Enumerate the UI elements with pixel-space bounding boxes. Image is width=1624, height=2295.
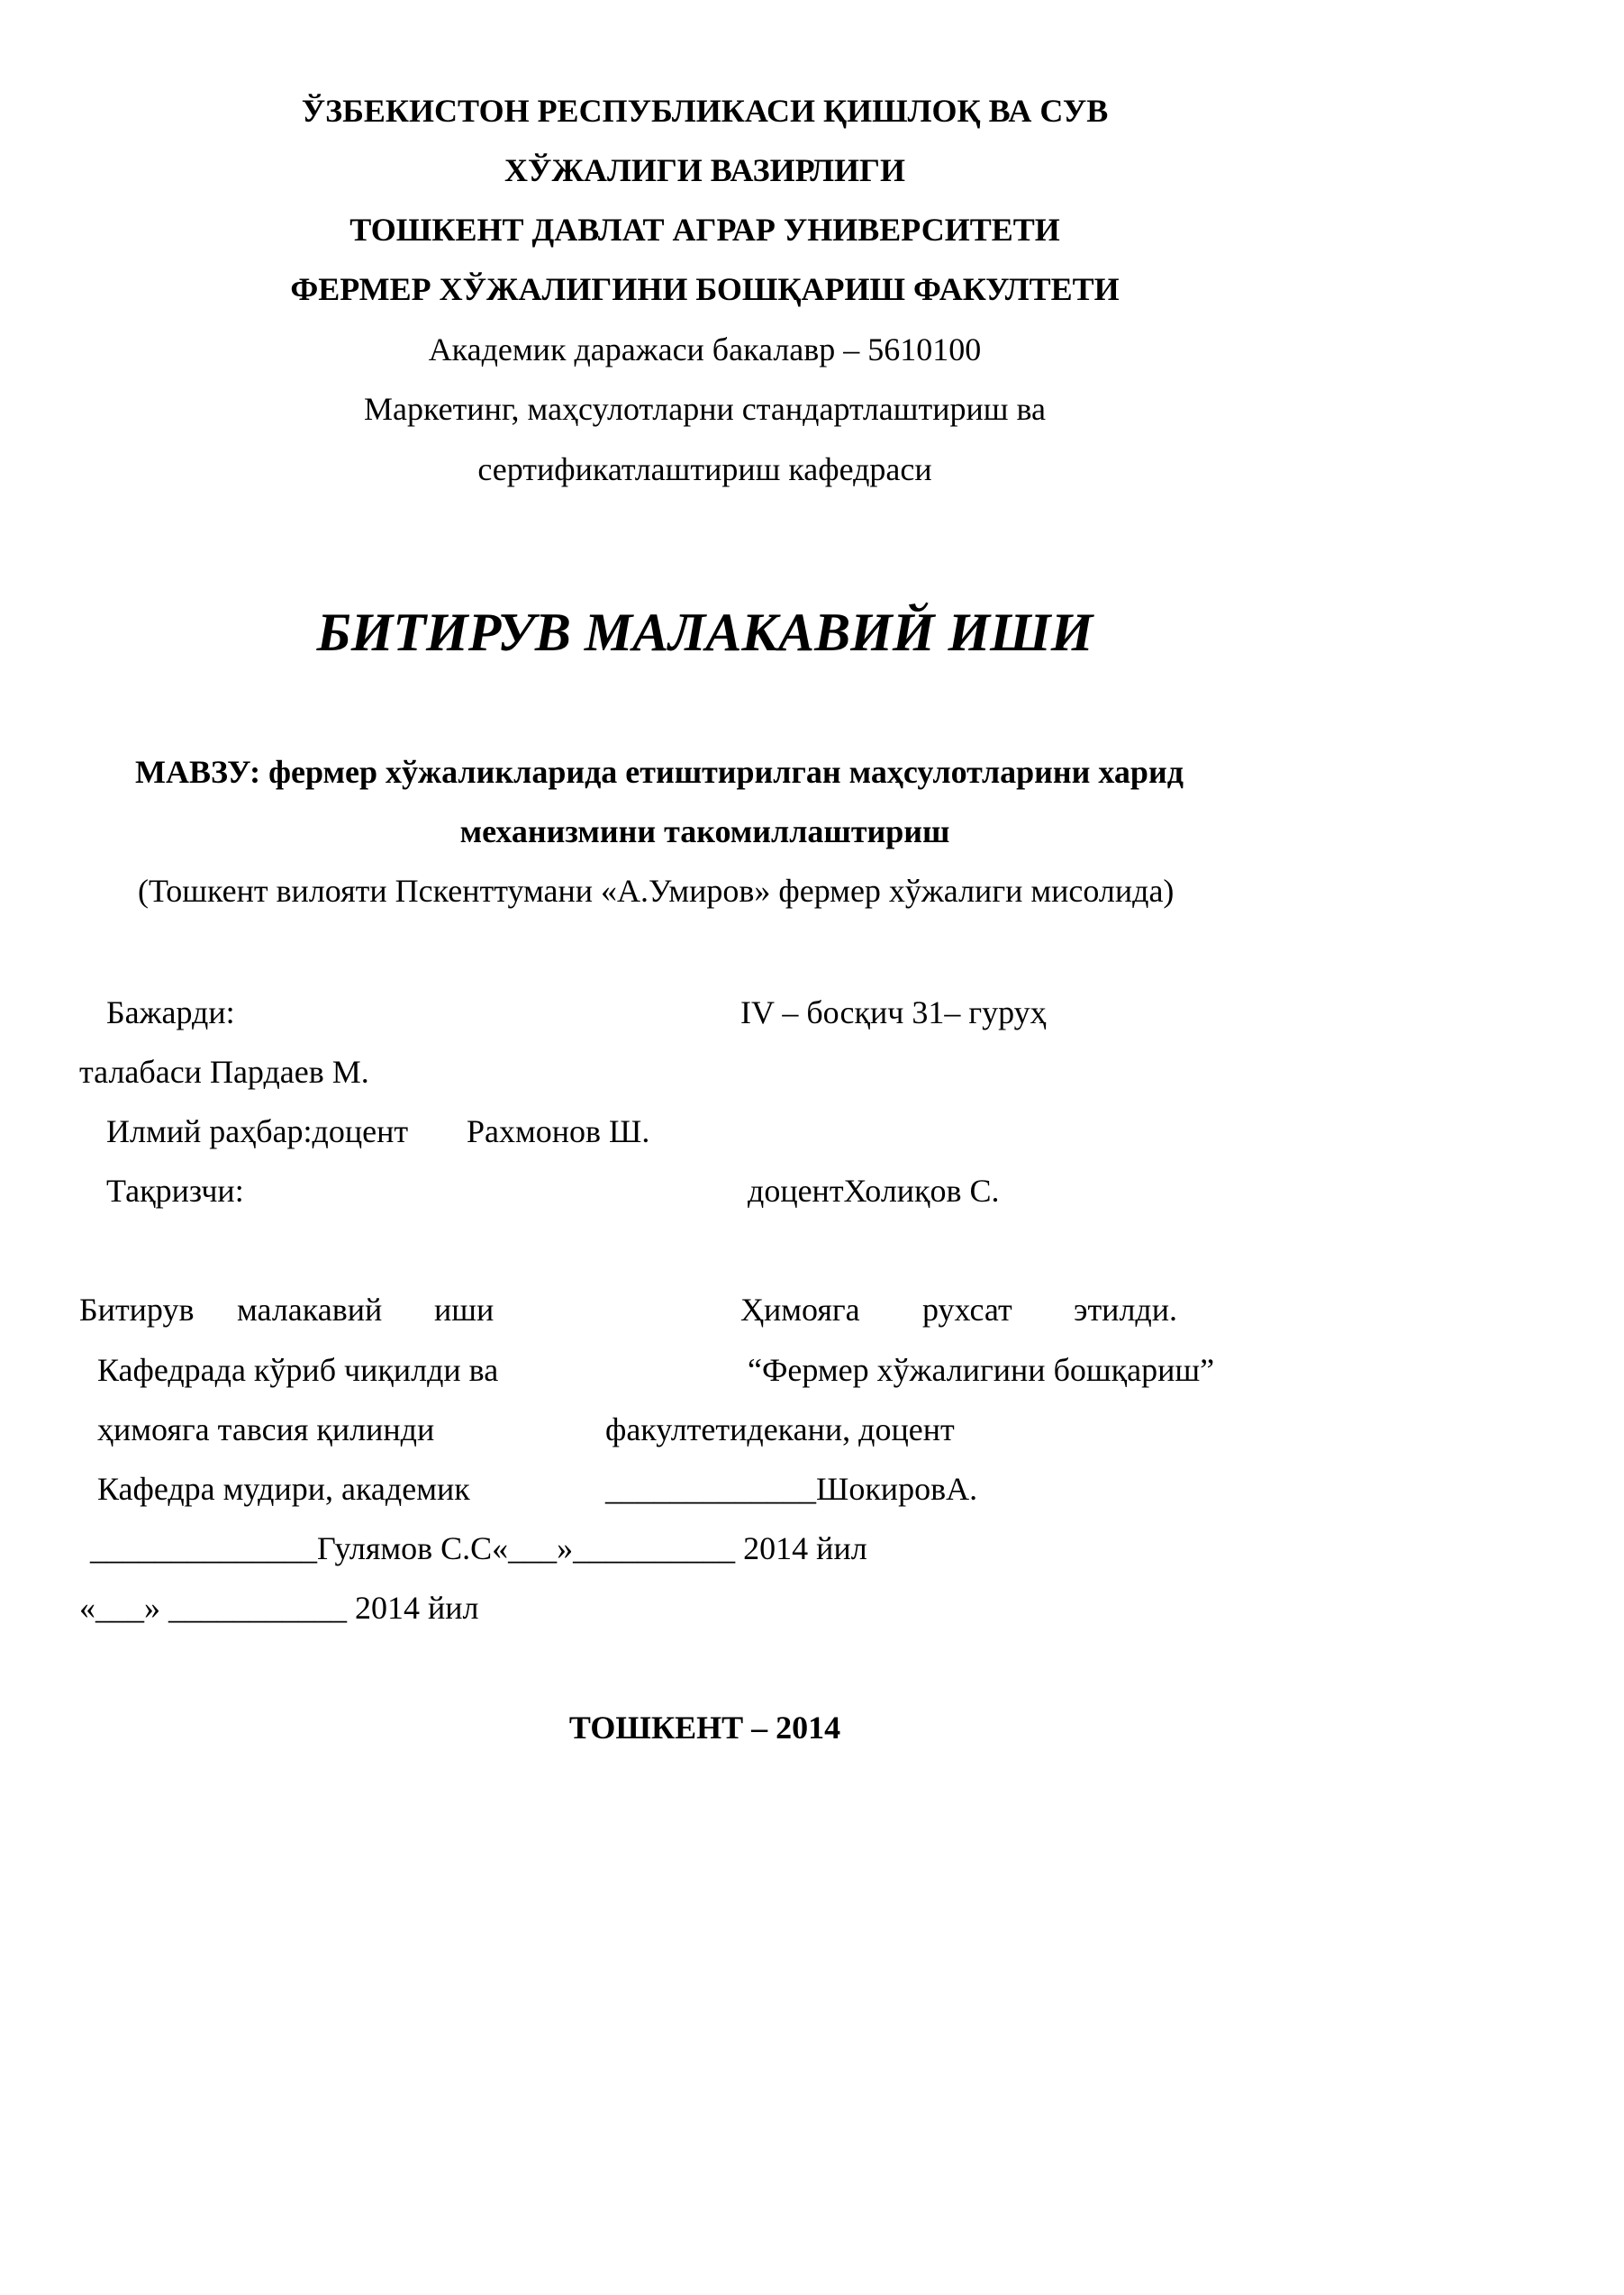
approval-line-6: «___» ___________ 2014 йил — [79, 1590, 479, 1626]
student-name: талабаси Пардаев М. — [79, 1054, 369, 1090]
approval-right-3: факултетидекани, доцент — [605, 1411, 955, 1447]
approval-left-3: ҳимояга тавсия қилинди — [97, 1411, 435, 1447]
supervisor-name: Рахмонов Ш. — [467, 1113, 650, 1149]
approval-right-1c: этилди. — [1074, 1292, 1177, 1328]
approval-left-1b: малакавий — [237, 1292, 383, 1328]
topic-line-2: механизмини такомиллаштириш — [459, 813, 950, 849]
university-name: ТОШКЕНТ ДАВЛАТ АГРАР УНИВЕРСИТЕТИ — [349, 212, 1060, 248]
group-info: IV – босқич 31– гуруҳ — [740, 994, 1047, 1030]
thesis-title: БИТИРУВ МАЛАКАВИЙ ИШИ — [316, 603, 1093, 662]
degree-line: Академик даражаси бакалавр – 5610100 — [428, 331, 982, 367]
topic-line-1: МАВЗУ: фермер хўжаликларида етиштирилган маҳсулотларини харид — [135, 754, 1184, 790]
approval-left-1a: Битирув — [79, 1292, 195, 1328]
topic-example: (Тошкент вилояти Пскенттумани «А.Умиров» фермер хўжалиги мисолида) — [138, 873, 1175, 909]
approval-left-4: Кафедра мудири, академик — [97, 1471, 470, 1507]
reviewer-label: Тақризчи: — [106, 1173, 244, 1209]
approval-right-1a: Ҳимояга — [740, 1292, 860, 1328]
reviewer-name: доцентХолиқов С. — [748, 1173, 1000, 1209]
approval-right-1b: рухсат — [922, 1292, 1012, 1328]
approval-left-1c: иши — [434, 1292, 494, 1328]
approval-right-4: _____________ШокировА. — [605, 1471, 978, 1507]
department-line-2: сертификатлаштириш кафедраси — [477, 451, 932, 487]
supervisor-label: Илмий раҳбар:доцент — [106, 1113, 409, 1149]
approval-right-2: “Фермер хўжалигини бошқариш” — [748, 1352, 1215, 1388]
ministry-line-1: ЎЗБЕКИСТОН РЕСПУБЛИКАСИ ҚИШЛОҚ ВА СУВ — [301, 93, 1109, 129]
city-year: ТОШКЕНТ – 2014 — [568, 1710, 841, 1746]
done-by-label: Бажарди: — [106, 994, 235, 1030]
approval-line-5: ______________Гулямов С.С«___»__________ 2014 йил — [90, 1530, 867, 1566]
department-line-1: Маркетинг, маҳсулотларни стандартлаштириш ва — [364, 391, 1046, 427]
faculty-name: ФЕРМЕР ХЎЖАЛИГИНИ БОШҚАРИШ ФАКУЛТЕТИ — [290, 271, 1120, 307]
ministry-line-2: ХЎЖАЛИГИ ВАЗИРЛИГИ — [504, 152, 905, 188]
approval-left-2: Кафедрада кўриб чиқилди ва — [97, 1352, 499, 1388]
